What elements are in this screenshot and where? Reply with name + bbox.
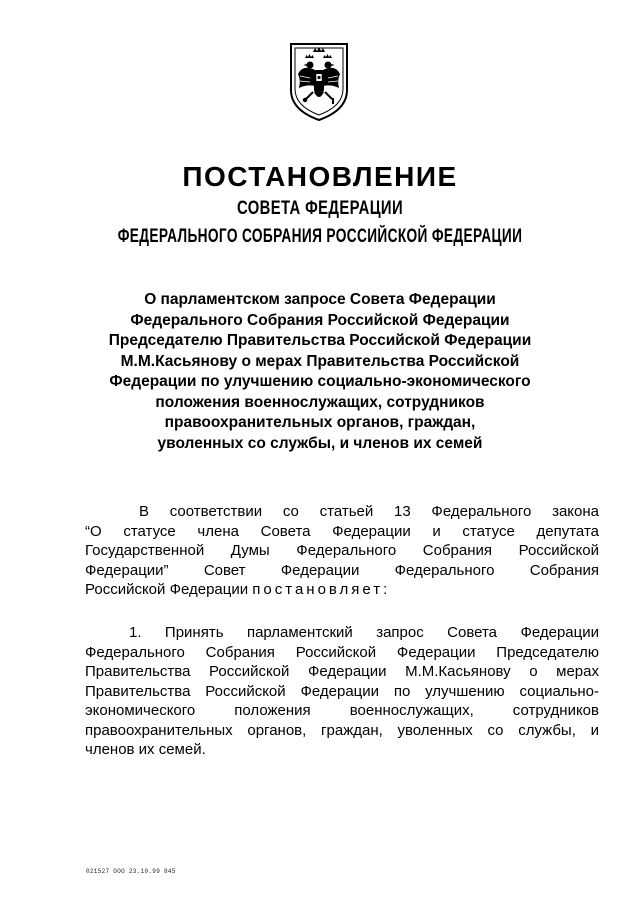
subject-line: положения военнослужащих, сотрудников (155, 393, 485, 411)
paragraph-line: экономического положения военнослужащих, сотрудников (85, 702, 599, 719)
paragraph-line: “О статусе члена Совета Федерации и статусе депутата (85, 522, 599, 540)
subject-line: уволенных со службы, и членов их семей (157, 434, 483, 452)
paragraph-line: Государственной Думы Федерального Собрания Российской (85, 542, 599, 559)
subject-line: правоохранительных органов, граждан, (164, 414, 476, 431)
subject-line: О парламентском запросе Совета Федерации (144, 291, 496, 308)
subject-line: М.М.Касьянову о мерах Правительства Российской (120, 352, 520, 370)
paragraph-line: В соответствии со статьей 13 Федерального закона (139, 503, 599, 520)
paragraph-line-text: Российской Федерации (85, 581, 249, 598)
paragraph-line: правоохранительных органов, граждан, уволенных со службы, и (85, 721, 599, 739)
paragraph-line: Правительства Российской Федерации по улучшению социально- (85, 682, 599, 700)
paragraph-line: членов их семей. (85, 741, 206, 758)
paragraph-line: 1. Принять парламентский запрос Совета Федерации (129, 624, 599, 641)
document-subtitle-assembly: ФЕДЕРАЛЬНОГО СОБРАНИЯ РОССИЙСКОЙ ФЕДЕРАЦИИ (117, 226, 523, 247)
russian-coat-of-arms-icon (287, 40, 351, 122)
preamble-paragraph (85, 502, 599, 600)
decision-paragraph-1 (85, 623, 599, 760)
decree-word: постановляет: (252, 581, 391, 598)
subject-line: Председателю Правительства Российской Федерации (108, 332, 532, 349)
document-subject (80, 290, 560, 454)
paragraph-line: Федерации” Совет Федерации Федерального Собрания (85, 561, 599, 579)
subject-line: Федерального Собрания Российской Федерации (130, 311, 510, 329)
document-title: ПОСТАНОВЛЕНИЕ (182, 161, 458, 192)
print-code: 021527 ООО 23.10.99 845 (86, 868, 176, 875)
paragraph-line: Федерального Собрания Российской Федерации Председателю (85, 643, 599, 661)
subject-line: Федерации по улучшению социально-экономического (109, 373, 531, 390)
document-subtitle-council: СОВЕТА ФЕДЕРАЦИИ (236, 198, 404, 219)
paragraph-line: Правительства Российской Федерации М.М.Касьянову о мерах (85, 663, 599, 680)
paragraph-line-last (85, 580, 599, 600)
